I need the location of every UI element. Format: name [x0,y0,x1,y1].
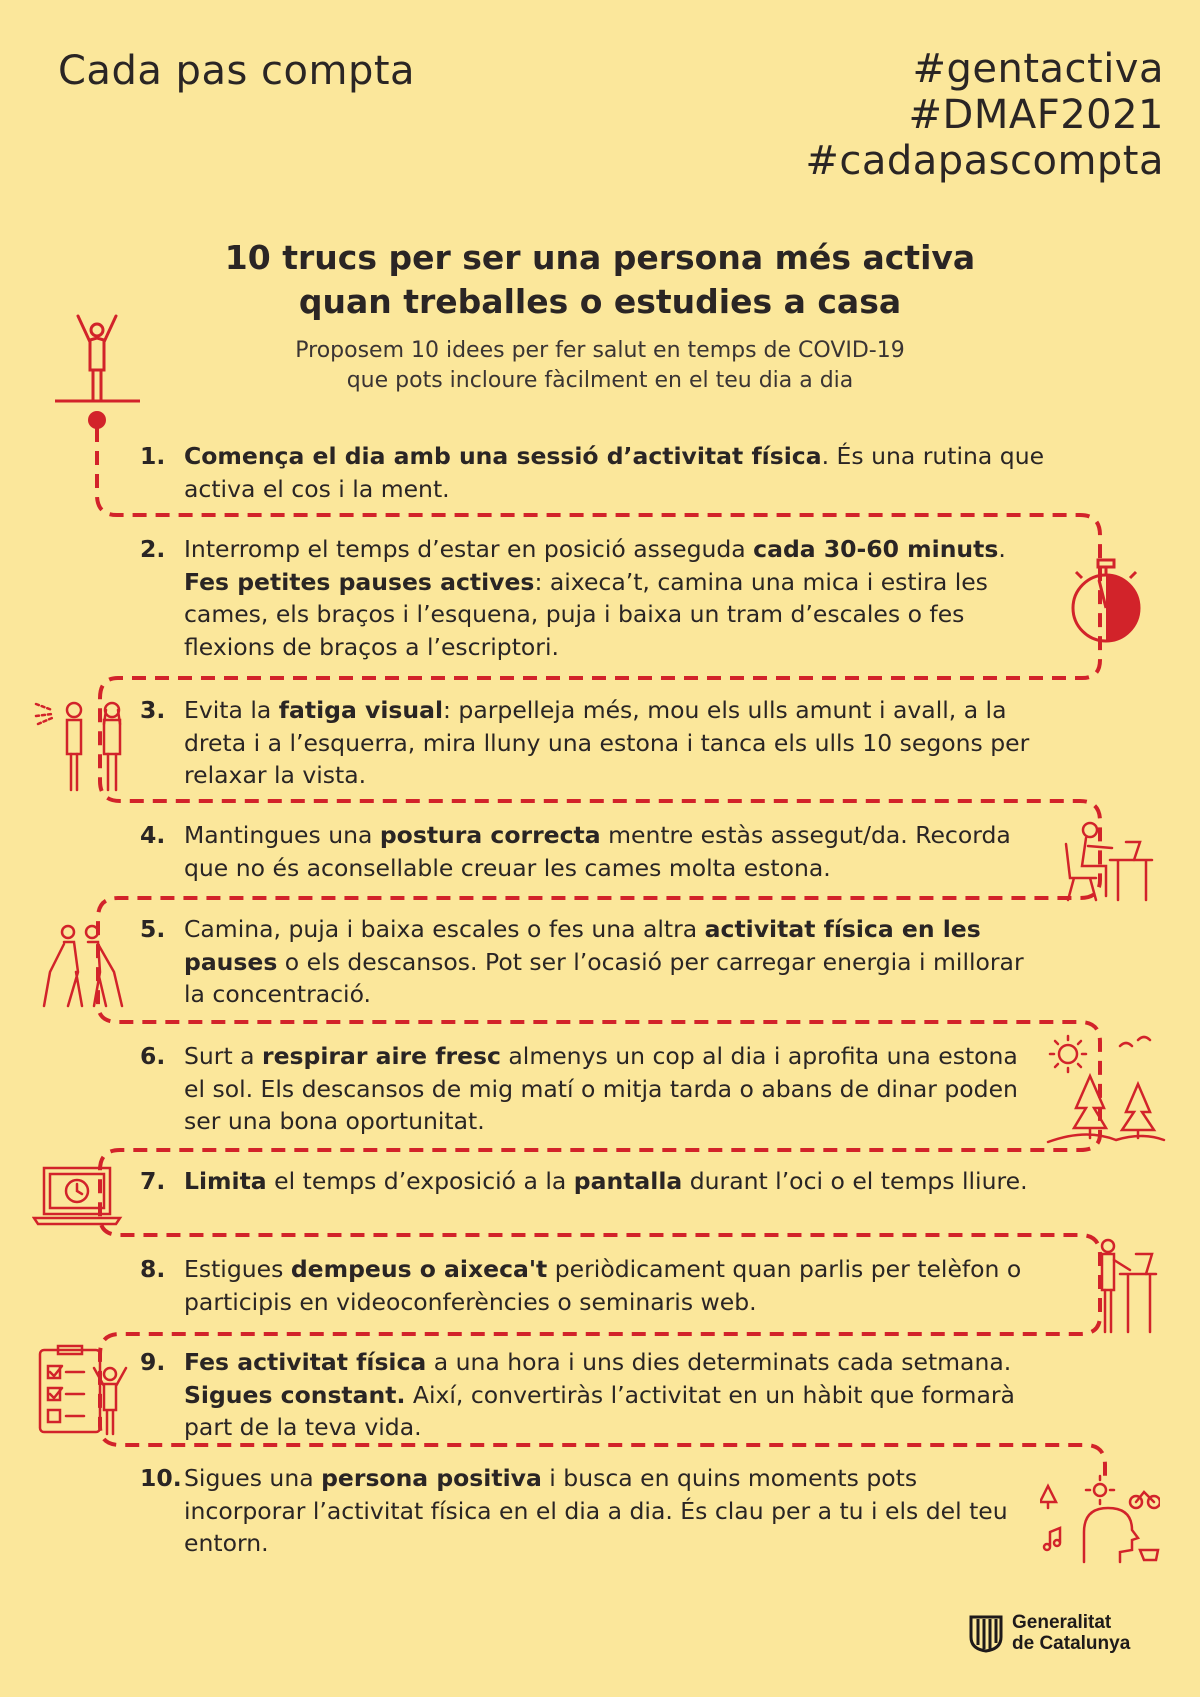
title-line: quan treballes o estudies a casa [298,282,902,321]
tip-bold-text: pantalla [573,1167,683,1195]
tip-number: 1. [140,442,166,470]
tip-number: 2. [140,535,166,563]
tip-text [184,1253,1045,1318]
subtitle-line: que pots incloure fàcilment en el teu dia a dia [346,368,854,393]
tip-bold-text: dempeus o aixeca't [290,1255,548,1283]
walking-couple-icon [40,920,130,1010]
tip-plain-text: Camina, puja i baixa escales o fes una altra [184,915,705,943]
tip-text [184,694,1045,792]
tip-text [184,1165,1045,1198]
tagline: Cada pas compta [58,48,416,94]
tip-plain-text: Sigues una [184,1464,322,1492]
tip-plain-text: mentre estàs assegut/da. Recorda que no és aconsellable creuar les cames molta estona. [184,821,1011,882]
tip-bold-text: postura correcta [379,821,601,849]
tip-text [184,1040,1045,1138]
tip-plain-text: i busca en quins moments pots incorporar l’activitat física en el dia a dia. És clau per a tu i els del teu entorn. [184,1464,1008,1557]
tip-item [140,819,1045,884]
tip-item [140,440,1045,505]
logo-line: de Catalunya [1012,1633,1131,1654]
tip-item [140,694,1045,792]
tip-number: 3. [140,696,166,724]
tip-item [140,1462,1045,1560]
tip-number: 6. [140,1042,166,1070]
tip-number: 8. [140,1255,166,1283]
tip-text [184,1462,1045,1560]
arms-raised-person-icon [70,312,125,402]
laptop-clock-icon [32,1164,124,1228]
tip-plain-text: Interromp el temps d’estar en posició asseguda [184,535,754,563]
tip-text [184,440,1045,505]
generalitat-logo [968,1612,1130,1654]
tip-bold-text: respirar aire fresc [262,1042,501,1070]
tip-number: 7. [140,1167,166,1195]
tip-plain-text: . És una rutina que activa el cos i la ment. [184,442,1045,503]
tip-number: 9. [140,1348,166,1376]
tip-plain-text: almenys un cop al dia i aprofita una estona el sol. Els descansos de mig matí o mitja tarda o abans de dinar poden ser una bona oportunitat. [184,1042,1018,1135]
tip-bold-text: Fes petites pauses actives [184,567,535,596]
tip-bold-text: Fes activitat física [184,1348,427,1376]
generalitat-emblem-icon [968,1613,1004,1653]
seated-desk-person-icon [1060,818,1155,902]
tip-bold-text: Comença el dia amb una sessió d’activitat física [184,442,822,470]
tip-bold-text: Limita [184,1167,267,1195]
tip-bold-text: Sigues constant. [184,1380,406,1409]
tip-bold-text: cada 30-60 minuts [753,535,999,563]
hashtag: #DMAF2021 [908,92,1164,138]
tip-plain-text: periòdicament quan parlis per telèfon o participis en videoconferències o seminaris web. [184,1255,1022,1316]
tip-bold-text: activitat física en les pauses [184,915,981,976]
tip-plain-text: Així, convertiràs l’activitat en un hàbit que formarà part de la teva vida. [184,1380,1015,1441]
tip-text [184,1346,1045,1444]
tip-bold-text: fatiga visual [278,696,444,724]
tip-plain-text: : aixeca’t, camina una mica i estira les cames, els braços i l’esquena, puja i baixa un tram d’escales o fes flexions de braços a l’escriptori. [184,567,988,661]
title-line: 10 trucs per ser una persona més activa [224,238,976,277]
tip-item [140,1040,1045,1138]
hashtag: #gentactiva [912,46,1164,92]
tip-plain-text: o els descansos. Pot ser l’ocasió per carregar energia i millorar la concentració. [184,947,1024,1008]
tip-plain-text: a una hora i uns dies determinats cada setmana. [426,1348,1012,1376]
eye-rest-people-icon [34,694,134,794]
subtitle-line: Proposem 10 idees per fer salut en temps de COVID-19 [295,338,905,363]
tip-plain-text: durant l’oci o el temps lliure. [682,1167,1028,1195]
tip-plain-text: : parpelleja més, mou els ulls amunt i avall, a la dreta i a l’esquerra, mira lluny una estona i tanca els ulls 10 segons per relaxar la vista. [184,696,1030,789]
tip-item [140,533,1045,663]
tip-number: 10. [140,1464,182,1492]
tip-plain-text: Estigues [184,1255,291,1283]
logo-line: Generalitat [1012,1612,1112,1633]
stopwatch-icon [1068,558,1144,644]
tip-item [140,1253,1045,1318]
tip-plain-text: Mantingues una [184,821,380,849]
tip-plain-text: el temps d’exposició a la [266,1167,574,1195]
tip-number: 4. [140,821,166,849]
positive-head-icon [1040,1472,1160,1564]
standing-desk-person-icon [1090,1236,1160,1334]
tip-item [140,1165,1045,1198]
tip-plain-text: Evita la [184,696,279,724]
tip-number: 5. [140,915,166,943]
checklist-person-icon [36,1344,128,1436]
tip-bold-text: persona positiva [321,1464,542,1492]
tip-item [140,913,1045,1011]
tip-item [140,1346,1045,1444]
tip-plain-text: Surt a [184,1042,263,1070]
tip-text [184,533,1055,663]
tip-plain-text: . [998,535,1006,563]
sun-trees-icon [1046,1032,1166,1147]
tip-text [184,819,1045,884]
hashtag: #cadapascompta [805,138,1164,184]
tip-text [184,913,1045,1011]
